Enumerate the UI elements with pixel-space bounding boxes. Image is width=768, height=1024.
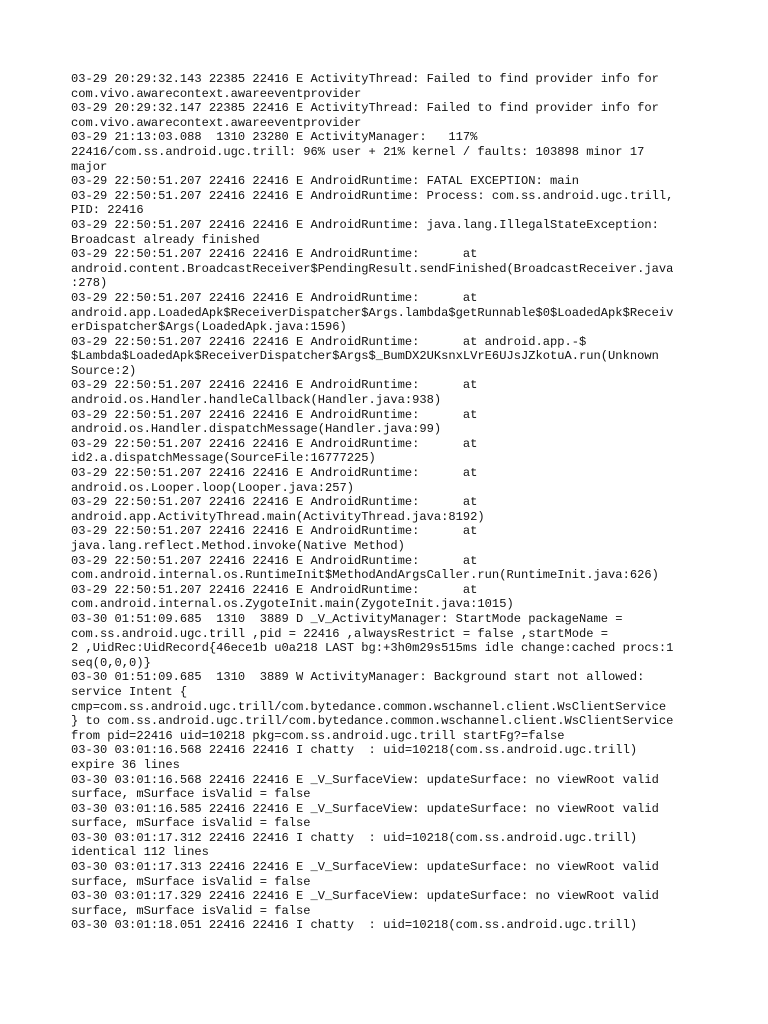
log-line: 03-29 21:13:03.088 1310 23280 E ActivityManager: 117% [71, 130, 478, 145]
log-line: com.android.internal.os.RuntimeInit$MethodAndArgsCaller.run(RuntimeInit.java:626) [71, 568, 659, 583]
log-line: 03-29 22:50:51.207 22416 22416 E AndroidRuntime: at [71, 524, 478, 539]
log-text-block [71, 72, 711, 933]
log-line: 03-30 03:01:17.312 22416 22416 I chatty : uid=10218(com.ss.android.ugc.trill) [71, 830, 638, 845]
log-line: 03-29 22:50:51.207 22416 22416 E AndroidRuntime: at [71, 378, 478, 393]
log-line: 03-29 22:50:51.207 22416 22416 E AndroidRuntime: at [71, 247, 478, 262]
log-line: service Intent { [71, 684, 188, 699]
log-line: android.os.Looper.loop(Looper.java:257) [71, 480, 355, 495]
log-line: 03-30 03:01:16.568 22416 22416 I chatty : uid=10218(com.ss.android.ugc.trill) [71, 743, 638, 758]
log-line: 22416/com.ss.android.ugc.trill: 96% user + 21% kernel / faults: 103898 minor 17 [71, 144, 645, 159]
log-line: com.ss.android.ugc.trill ,pid = 22416 ,alwaysRestrict = false ,startMode = [71, 626, 609, 641]
log-document [71, 72, 711, 933]
log-line: major [71, 159, 108, 174]
log-line: android.content.BroadcastReceiver$PendingResult.sendFinished(BroadcastReceiver.java [71, 261, 674, 276]
log-line: 03-29 22:50:51.207 22416 22416 E AndroidRuntime: at [71, 407, 478, 422]
log-line: erDispatcher$Args(LoadedApk.java:1596) [71, 320, 347, 335]
log-line: expire 36 lines [71, 757, 180, 772]
log-line: 03-29 22:50:51.207 22416 22416 E AndroidRuntime: at [71, 495, 478, 510]
log-line: 03-30 01:51:09.685 1310 3889 W ActivityManager: Background start not allowed: [71, 670, 645, 685]
log-line: com.vivo.awarecontext.awareeventprovider [71, 115, 362, 130]
log-line: 03-29 22:50:51.207 22416 22416 E AndroidRuntime: at [71, 466, 478, 481]
log-line: com.android.internal.os.ZygoteInit.main(ZygoteInit.java:1015) [71, 597, 514, 612]
log-line: 03-29 22:50:51.207 22416 22416 E AndroidRuntime: Process: com.ss.android.ugc.trill, [71, 188, 674, 203]
log-line: 03-29 22:50:51.207 22416 22416 E AndroidRuntime: at [71, 436, 478, 451]
log-line: com.vivo.awarecontext.awareeventprovider [71, 86, 362, 101]
log-line: 2 ,UidRec:UidRecord{46ece1b u0a218 LAST bg:+3h0m29s515ms idle change:cached procs:1 [71, 641, 674, 656]
log-line: Source:2) [71, 363, 137, 378]
log-line: 03-29 22:50:51.207 22416 22416 E AndroidRuntime: at [71, 582, 478, 597]
log-line: android.app.ActivityThread.main(ActivityThread.java:8192) [71, 509, 485, 524]
log-line: 03-29 22:50:51.207 22416 22416 E AndroidRuntime: java.lang.IllegalStateException: [71, 217, 659, 232]
log-line: 03-30 03:01:17.329 22416 22416 E _V_SurfaceView: updateSurface: no viewRoot valid [71, 889, 659, 904]
log-line: android.os.Handler.handleCallback(Handler.java:938) [71, 393, 442, 408]
log-line: surface, mSurface isValid = false [71, 903, 311, 918]
log-line: 03-29 20:29:32.147 22385 22416 E ActivityThread: Failed to find provider info for [71, 101, 659, 116]
log-line: surface, mSurface isValid = false [71, 816, 311, 831]
log-line: 03-30 03:01:16.568 22416 22416 E _V_SurfaceView: updateSurface: no viewRoot valid [71, 772, 659, 787]
log-line: 03-29 22:50:51.207 22416 22416 E AndroidRuntime: at [71, 553, 478, 568]
log-line: java.lang.reflect.Method.invoke(Native Method) [71, 539, 405, 553]
log-line: 03-29 22:50:51.207 22416 22416 E AndroidRuntime: FATAL EXCEPTION: main [71, 174, 580, 189]
log-line: } to com.ss.android.ugc.trill/com.bytedance.common.wschannel.client.WsClientService [71, 714, 674, 729]
log-line: 03-30 03:01:18.051 22416 22416 I chatty : uid=10218(com.ss.android.ugc.trill) [71, 918, 638, 933]
log-line: 03-30 03:01:16.585 22416 22416 E _V_SurfaceView: updateSurface: no viewRoot valid [71, 801, 659, 816]
log-line: seq(0,0,0)} [71, 655, 151, 670]
log-line: 03-29 22:50:51.207 22416 22416 E AndroidRuntime: at android.app.-$ [71, 334, 587, 349]
log-line: cmp=com.ss.android.ugc.trill/com.bytedance.common.wschannel.client.WsClientService [71, 699, 667, 714]
log-line: 03-30 01:51:09.685 1310 3889 D _V_ActivityManager: StartMode packageName = [71, 611, 623, 626]
log-line: 03-29 20:29:32.143 22385 22416 E ActivityThread: Failed to find provider info for [71, 72, 659, 86]
log-line: surface, mSurface isValid = false [71, 787, 311, 802]
log-line: android.os.Handler.dispatchMessage(Handler.java:99) [71, 422, 442, 437]
log-line: surface, mSurface isValid = false [71, 874, 311, 889]
log-line: PID: 22416 [71, 203, 144, 218]
log-line: 03-29 22:50:51.207 22416 22416 E AndroidRuntime: at [71, 290, 478, 305]
log-line: android.app.LoadedApk$ReceiverDispatcher$Args.lambda$getRunnable$0$LoadedApk$Receiv [71, 305, 674, 320]
log-line: :278) [71, 276, 108, 291]
log-line: identical 112 lines [71, 845, 209, 860]
log-line: 03-30 03:01:17.313 22416 22416 E _V_SurfaceView: updateSurface: no viewRoot valid [71, 860, 659, 875]
log-line: $Lambda$LoadedApk$ReceiverDispatcher$Args$_BumDX2UKsnxLVrE6UJsJZkotuA.run(Unknown [71, 349, 659, 364]
log-line: Broadcast already finished [71, 232, 260, 247]
log-line: id2.a.dispatchMessage(SourceFile:16777225) [71, 451, 376, 466]
log-line: from pid=22416 uid=10218 pkg=com.ss.android.ugc.trill startFg?=false [71, 728, 565, 743]
